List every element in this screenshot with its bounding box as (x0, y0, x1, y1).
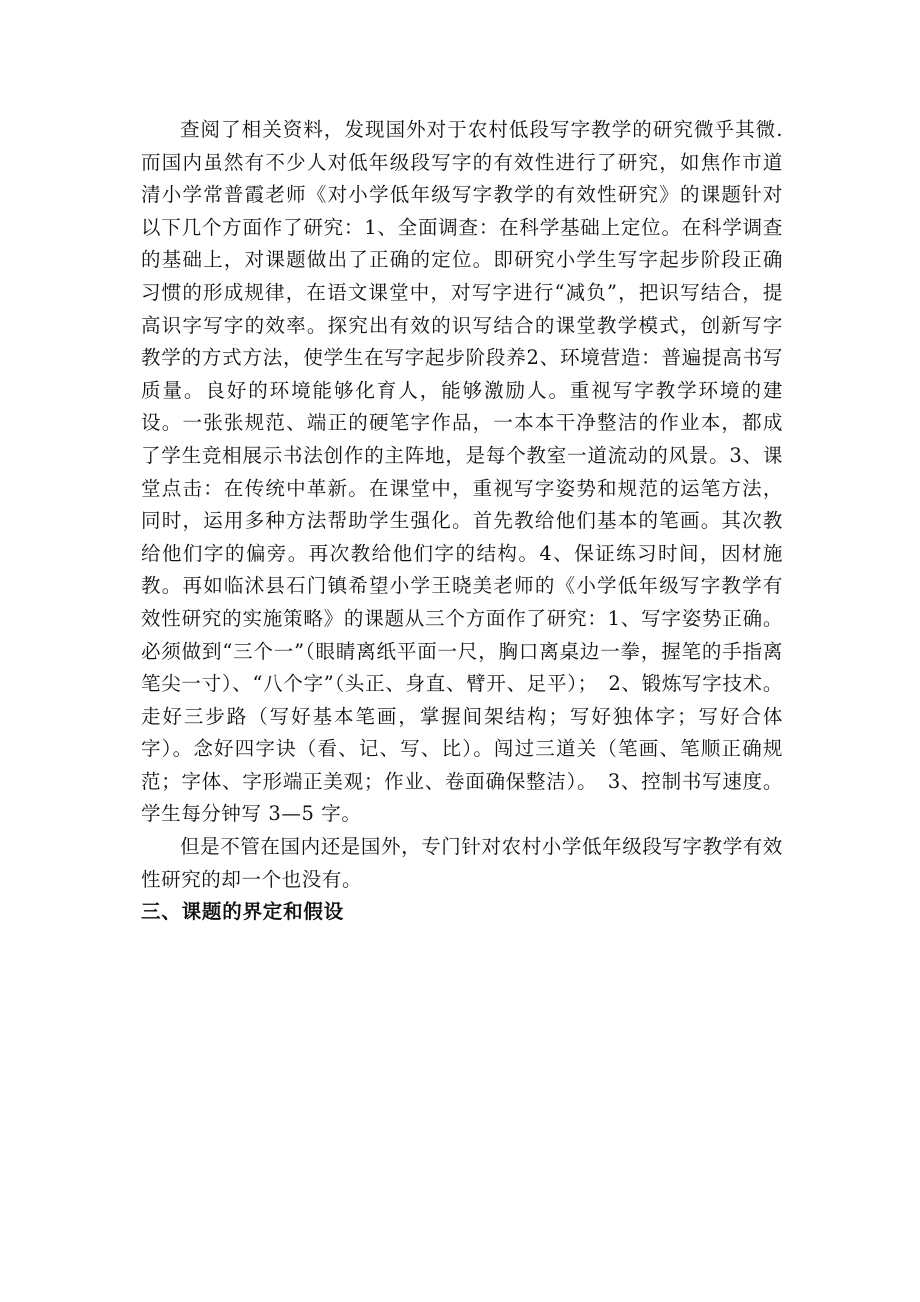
section-heading: 三、课题的界定和假设 (141, 900, 345, 924)
document-page (141, 114, 783, 929)
paragraph-research-gap: 但是不管在国内还是国外，专门针对农村小学低年级段写字教学有效性研究的却一个也没有。 (141, 835, 784, 891)
paragraph-literature-review: 查阅了相关资料，发现国外对于农村低段写字教学的研究微乎其微.而国内虽然有不少人对低年级段写字的有效性进行了研究，如焦作市道清小学常普霞老师《对小学低年级写字教学的有效性研究》的课题针对以下几个方面作了研究：1、全面调查：在科学基础上定位。在科学调查的基础上，对课题做出了正确的定位。即研究小学生写字起步阶段正确习惯的形成规律，在语文课堂中，对写字进行“减负”，把识写结合，提高识字写字的效率。探究出有效的识写结合的课堂教学模式，创新写字教学的方式方法，使学生在写字起步阶段养2、环境营造：普遍提高书写质量。良好的环境能够化育人，能够激励人。重视写字教学环境的建设。一张张规范、端正的硬笔字作品，一本本干净整洁的作业本，都成了学生竞相展示书法创作的主阵地，是每个教室一道流动的风景。3、课堂点击：在传统中革新。在课堂中，重视写字姿势和规范的运笔方法，同时，运用多种方法帮助学生强化。首先教给他们基本的笔画。其次教给他们字的偏旁。再次教给他们字的结构。4、保证练习时间，因材施教。再如临沭县石门镇希望小学王晓美老师的《小学低年级写字教学有效性研究的实施策略》的课题从三个方面作了研究：1、写字姿势正确。必须做到“三个一”（眼睛离纸平面一尺，胸口离桌边一拳，握笔的手指离笔尖一寸）、“八个字”（头正、身直、臂开、足平）； 2、锻炼写字技术。走好三步路（写好基本笔画，掌握间架结构；写好独体字；写好合体字）。念好四字诀（看、记、写、比）。闯过三道关（笔画、笔顺正确规范；字体、字形端正美观；作业、卷面确保整洁）。 3、控制书写速度。学生每分钟写 3—5 字。 (141, 118, 783, 826)
